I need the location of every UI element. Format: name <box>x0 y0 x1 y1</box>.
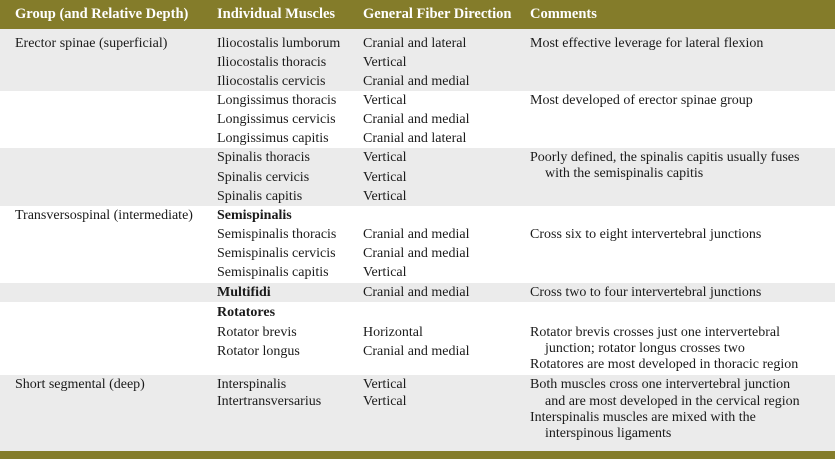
group-label: Erector spinae (superficial) <box>15 36 168 51</box>
fiber-direction: Cranial and medial <box>363 344 470 359</box>
comment-continued: with the semispinalis capitis <box>545 166 704 181</box>
muscle-name: Spinalis capitis <box>217 189 303 204</box>
muscle-name: Longissimus thoracis <box>217 93 337 108</box>
muscle-name: Semispinalis thoracis <box>217 227 337 242</box>
comment-continued: and are most developed in the cervical region <box>545 394 800 409</box>
muscle-name: Semispinalis capitis <box>217 265 329 280</box>
fiber-direction: Cranial and medial <box>363 246 470 261</box>
comment: Both muscles cross one intervertebral junction <box>530 377 791 392</box>
muscle-name: Longissimus cervicis <box>217 112 336 127</box>
fiber-direction: Cranial and medial <box>363 112 470 127</box>
muscle-name: Iliocostalis cervicis <box>217 74 326 89</box>
subgroup-heading: Multifidi <box>217 285 271 300</box>
fiber-direction: Vertical <box>363 265 407 280</box>
fiber-direction: Vertical <box>363 150 407 165</box>
fiber-direction: Vertical <box>363 394 407 409</box>
fiber-direction: Vertical <box>363 55 407 70</box>
fiber-direction: Vertical <box>363 170 407 185</box>
fiber-direction: Horizontal <box>363 325 423 340</box>
table-bottom-rule <box>0 451 835 459</box>
comment: Cross two to four intervertebral junctions <box>530 285 762 300</box>
header-fiber: General Fiber Direction <box>363 6 512 22</box>
muscle-name: Semispinalis cervicis <box>217 246 336 261</box>
fiber-direction: Vertical <box>363 189 407 204</box>
comment-continued: interspinous ligaments <box>545 426 672 441</box>
muscle-name: Interspinalis <box>217 377 287 392</box>
fiber-direction: Cranial and lateral <box>363 131 467 146</box>
comment: Rotator brevis crosses just one intervertebral <box>530 325 780 340</box>
comment: Rotatores are most developed in thoracic region <box>530 357 799 372</box>
muscle-name: Iliocostalis lumborum <box>217 36 341 51</box>
comment: Most effective leverage for lateral flexion <box>530 36 764 51</box>
fiber-direction: Vertical <box>363 93 407 108</box>
comment: Poorly defined, the spinalis capitis usually fuses <box>530 150 800 165</box>
muscle-name: Longissimus capitis <box>217 131 329 146</box>
comment: Most developed of erector spinae group <box>530 93 753 108</box>
muscle-name: Intertransversarius <box>217 394 322 409</box>
header-muscles: Individual Muscles <box>217 6 336 22</box>
muscle-name: Iliocostalis thoracis <box>217 55 327 70</box>
fiber-direction: Cranial and medial <box>363 74 470 89</box>
muscle-name: Rotator brevis <box>217 325 297 340</box>
muscle-name: Spinalis thoracis <box>217 150 310 165</box>
group-label: Transversospinal (intermediate) <box>15 208 193 223</box>
group-label: Short segmental (deep) <box>15 377 145 392</box>
muscle-name: Rotator longus <box>217 344 300 359</box>
comment: Interspinalis muscles are mixed with the <box>530 410 756 425</box>
fiber-direction: Vertical <box>363 377 407 392</box>
fiber-direction: Cranial and medial <box>363 285 470 300</box>
comment: Cross six to eight intervertebral junctions <box>530 227 762 242</box>
fiber-direction: Cranial and lateral <box>363 36 467 51</box>
subgroup-heading: Semispinalis <box>217 208 292 223</box>
header-comments: Comments <box>530 6 597 22</box>
table-header <box>0 0 835 29</box>
subgroup-heading: Rotatores <box>217 305 276 320</box>
comment-continued: junction; rotator longus crosses two <box>545 341 745 356</box>
header-group: Group (and Relative Depth) <box>15 6 189 22</box>
muscle-name: Spinalis cervicis <box>217 170 310 185</box>
fiber-direction: Cranial and medial <box>363 227 470 242</box>
